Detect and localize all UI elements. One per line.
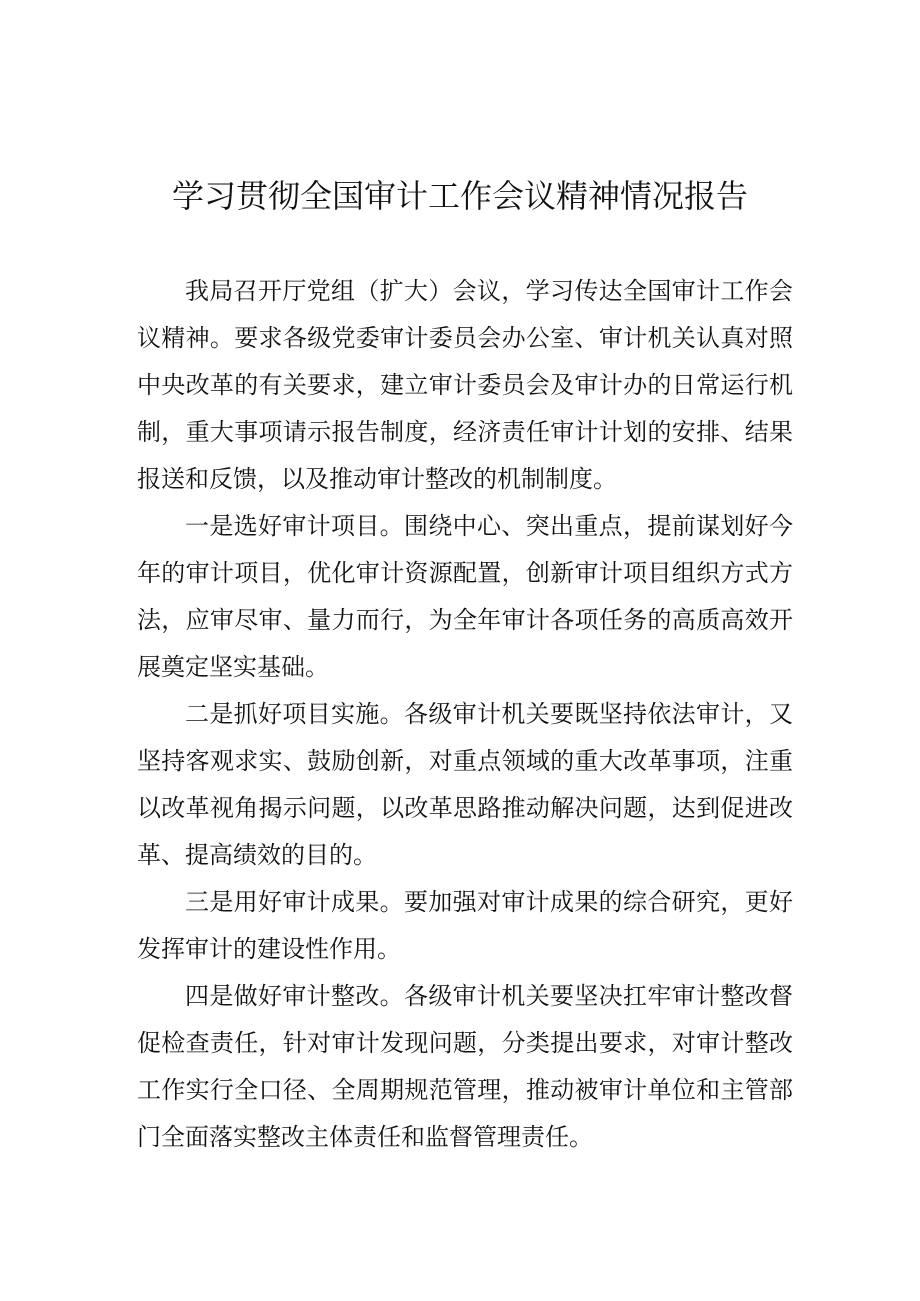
paragraph-item-1: 一是选好审计项目。围绕中心、突出重点，提前谋划好今年的审计项目，优化审计资源配置，创新审计项目组织方式方法，应审尽审、量力而行，为全年审计各项任务的高质高效开展奠定坚实基础。 (137, 512, 793, 681)
document-body (137, 268, 793, 1161)
paragraph-intro: 我局召开厅党组（扩大）会议，学习传达全国审计工作会议精神。要求各级党委审计委员会办公室、审计机关认真对照中央改革的有关要求，建立审计委员会及审计办的日常运行机制，重大事项请示报告制度，经济责任审计计划的安排、结果报送和反馈，以及推动审计整改的机制制度。 (137, 277, 793, 493)
document-title: 学习贯彻全国审计工作会议精神情况报告 (171, 177, 748, 215)
paragraph-item-4: 四是做好审计整改。各级审计机关要坚决扛牢审计整改督促检查责任，针对审计发现问题，分类提出要求，对审计整改工作实行全口径、全周期规范管理，推动被审计单位和主管部门全面落实整改主体责任和监督管理责任。 (137, 982, 793, 1151)
paragraph-item-3: 三是用好审计成果。要加强对审计成果的综合研究，更好发挥审计的建设性作用。 (137, 888, 793, 963)
paragraph-item-2: 二是抓好项目实施。各级审计机关要既坚持依法审计，又坚持客观求实、鼓励创新，对重点领域的重大改革事项，注重以改革视角揭示问题，以改革思路推动解决问题，达到促进改革、提高绩效的目的。 (137, 700, 793, 869)
